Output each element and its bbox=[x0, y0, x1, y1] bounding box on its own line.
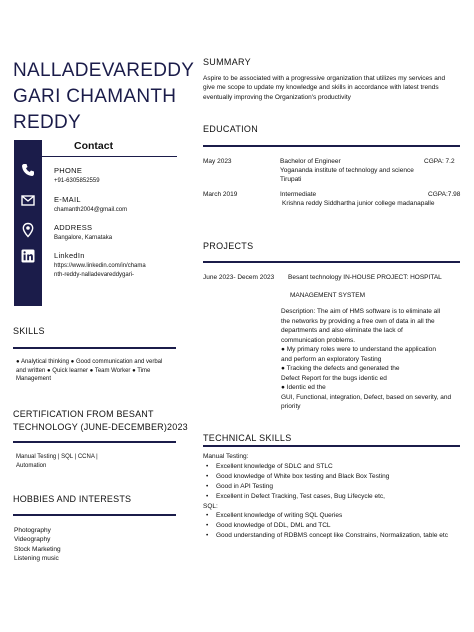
list-item: • Good understanding of RDBMS concept like Constrains, Normalization, table etc bbox=[206, 531, 471, 541]
skills-list bbox=[16, 358, 181, 384]
education-school: Krishna reddy Siddhartha junior college madanapalle bbox=[282, 200, 435, 207]
summary-line: give me scope to update my knowledge and skills in accordance with latest trends bbox=[203, 84, 439, 92]
list-item: • Good knowledge of White box testing and Black Box Testing bbox=[206, 472, 471, 482]
candidate-name bbox=[13, 58, 193, 136]
summary-text bbox=[203, 74, 465, 102]
hobby-item: Videography bbox=[14, 536, 51, 544]
contact-phone bbox=[54, 166, 179, 186]
contact-address bbox=[54, 223, 179, 243]
project-line: Description: The aim of HMS software is to eliminate all bbox=[281, 308, 441, 315]
sql-label: SQL: bbox=[203, 502, 218, 510]
certification-list bbox=[16, 453, 98, 470]
project-line: ● My primary roles were to understand the application bbox=[281, 346, 436, 353]
linkedin-label: LinkedIn bbox=[54, 251, 85, 260]
education-score: CGPA:7.98 bbox=[428, 191, 461, 198]
skills-divider bbox=[13, 347, 176, 349]
project-line: departments and also eliminate the lack of bbox=[281, 327, 403, 334]
project-line: ● Identic ed the bbox=[281, 384, 326, 391]
project-line: the networks by providing a free own of data in all the bbox=[281, 317, 435, 325]
linkedin-url-line: https://www.linkedin.com/in/chama bbox=[54, 263, 146, 269]
list-item: • Excellent knowledge of SDLC and STLC bbox=[206, 462, 471, 472]
address-label: ADDRESS bbox=[54, 223, 93, 232]
contact-email bbox=[54, 195, 179, 215]
manual-testing-label: Manual Testing: bbox=[203, 453, 249, 460]
contact-linkedin bbox=[54, 251, 179, 279]
summary-line: eventually improving the Organization's productivity bbox=[203, 93, 351, 101]
project-line: GUI, Functional, integration, Defect, based on severity, and bbox=[281, 393, 452, 401]
list-item: • Excellent in Defect Tracking, Test cases, Bug Lifecycle etc, bbox=[206, 492, 471, 502]
list-item: • Good knowledge of DDL, DML and TCL bbox=[206, 521, 471, 531]
list-item: • Good in API Testing bbox=[206, 482, 471, 492]
technical-skills-body bbox=[203, 452, 471, 541]
project-date: June 2023- Decem 2023 bbox=[203, 274, 275, 281]
list-item: • Excellent knowledge of writing SQL Queries bbox=[206, 511, 471, 521]
linkedin-url[interactable] bbox=[54, 262, 179, 279]
certification-divider bbox=[13, 441, 176, 443]
certification-line: Manual Testing | SQL | CCNA | bbox=[16, 454, 98, 460]
hobby-item: Listening music bbox=[14, 554, 59, 562]
project-description bbox=[281, 307, 463, 412]
phone-value: +91-6305852559 bbox=[54, 178, 100, 184]
certification-heading-line: CERTIFICATION FROM BESANT bbox=[13, 409, 154, 419]
hobbies-divider bbox=[13, 514, 176, 516]
projects-heading: PROJECTS bbox=[203, 241, 254, 251]
summary-heading: SUMMARY bbox=[203, 57, 251, 67]
address-value: Bangalore, Karnataka bbox=[54, 235, 113, 241]
projects-divider bbox=[203, 261, 460, 263]
project-line: priority bbox=[281, 403, 301, 410]
manual-testing-list bbox=[206, 462, 471, 502]
phone-label: PHONE bbox=[54, 166, 83, 175]
education-score: CGPA: 7.2 bbox=[424, 158, 455, 165]
education-date: March 2019 bbox=[203, 191, 238, 198]
hobby-item: Photography bbox=[14, 527, 51, 534]
education-divider bbox=[203, 145, 460, 147]
certification-heading bbox=[13, 408, 188, 434]
technical-skills-divider bbox=[203, 445, 460, 447]
certification-heading-line: TECHNOLOGY (JUNE-DECEMBER)2023 bbox=[13, 422, 188, 432]
summary-line: Aspire to be associated with a progressive organization that utilizes my services and bbox=[203, 75, 446, 82]
education-degree: Intermediate bbox=[280, 191, 317, 198]
name-line: REDDY bbox=[13, 112, 82, 133]
skills-line: ● Analytical thinking ● Good communication and verbal bbox=[16, 359, 163, 365]
technical-skills-heading: TECHNICAL SKILLS bbox=[203, 433, 292, 443]
hobbies-heading: HOBBIES AND INTERESTS bbox=[13, 494, 132, 504]
education-school-city: Tirupati bbox=[280, 176, 302, 183]
contact-heading: Contact bbox=[74, 140, 114, 152]
skills-line: Management bbox=[16, 376, 52, 382]
education-date: May 2023 bbox=[203, 158, 232, 165]
project-title: Besant technology IN-HOUSE PROJECT: HOSPITAL bbox=[288, 274, 442, 281]
linkedin-url-line: nth-reddy-nalladevareddygari- bbox=[54, 271, 135, 278]
education-degree: Bachelor of Engineer bbox=[280, 158, 341, 165]
project-line: and perform an exploratory Testing bbox=[281, 355, 382, 363]
education-school: Yogananda institute of technology and science bbox=[280, 167, 414, 174]
email-value: chamanth2004@gmail.com bbox=[54, 207, 128, 213]
project-line: ● Tracking the defects and generated the bbox=[281, 365, 400, 372]
name-line: NALLADEVAREDDY bbox=[13, 60, 195, 81]
linkedin-icon bbox=[20, 248, 36, 264]
location-pin-icon bbox=[20, 222, 36, 238]
sql-list bbox=[206, 511, 471, 541]
name-line: GARI CHAMANTH bbox=[13, 86, 177, 107]
email-label: E-MAIL bbox=[54, 195, 81, 204]
project-line: Defect Report for the bugs identic ed bbox=[281, 374, 387, 382]
certification-line: Automation bbox=[16, 462, 47, 469]
education-heading: EDUCATION bbox=[203, 124, 259, 134]
contact-sidebar-bar bbox=[14, 140, 42, 306]
phone-icon bbox=[20, 162, 36, 178]
skills-line: and written ● Quick learner ● Team Worker ● Time bbox=[16, 367, 151, 374]
project-title-cont: MANAGEMENT SYSTEM bbox=[290, 292, 366, 299]
project-line: communication problems. bbox=[281, 336, 356, 344]
hobbies-list bbox=[14, 526, 61, 563]
skills-heading: SKILLS bbox=[13, 326, 45, 336]
contact-divider bbox=[14, 156, 177, 157]
hobby-item: Stock Marketing bbox=[14, 545, 61, 553]
email-icon bbox=[20, 192, 36, 208]
